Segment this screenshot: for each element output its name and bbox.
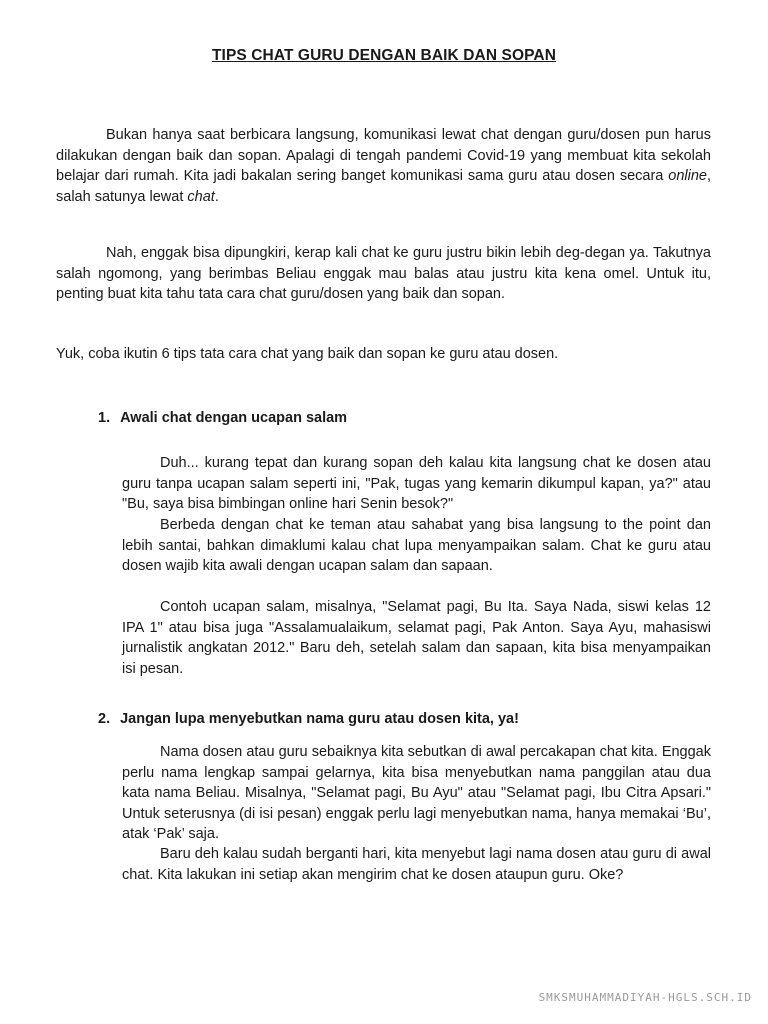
intro-emphasis-online: online: [668, 168, 707, 184]
intro-paragraph-3: Yuk, coba ikutin 6 tips tata cara chat yang baik dan sopan ke guru atau dosen.: [56, 346, 559, 362]
tip-1-paragraph-3-text: Contoh ucapan salam, misalnya, "Selamat pagi, Bu Ita. Saya Nada, siswi kelas 12 IPA 1" atau bisa juga "Assalamualaikum, selamat pagi, Pak Anton. Saya Ayu, mahasiswi jurnalistik angkatan 2012." Baru deh, setelah salam dan sapaan, kita bisa menyampaikan isi pesan.: [122, 599, 711, 677]
tip-1-heading: [98, 410, 347, 426]
intro-text-b: , salah satunya lewat: [56, 168, 711, 205]
tip-1-paragraph-3: [122, 597, 711, 679]
intro-emphasis-chat: chat: [187, 188, 215, 205]
intro-paragraph-2: Nah, enggak bisa dipungkiri, kerap kali chat ke guru justru bikin lebih deg-degan ya. Takutnya salah ngomong, yang berimbas Beliau enggak mau balas atau justru kita kena omel. Untuk itu, penting buat kita tahu tata cara chat guru/dosen yang baik dan sopan.: [56, 245, 711, 302]
document-title: TIPS CHAT GURU DENGAN BAIK DAN SOPAN: [211, 47, 557, 64]
tip-1-paragraph-1-text: Duh... kurang tepat dan kurang sopan deh kalau kita langsung chat ke dosen atau guru tanpa ucapan salam seperti ini, "Pak, tugas yang kemarin dikumpul kapan, ya?" atau "Bu, saya bisa bimbingan online hari Senin besok?": [122, 455, 711, 512]
tip-2-number: 2.: [98, 711, 111, 727]
tip-2-title: Jangan lupa menyebutkan nama guru atau dosen kita, ya!: [120, 711, 519, 727]
tip-2-paragraph-2-text: Baru deh kalau sudah berganti hari, kita menyebut lagi nama dosen atau guru di awal chat. Kita lakukan ini setiap akan mengirim chat ke dosen ataupun guru. Oke?: [122, 846, 711, 883]
tip-1-number: 1.: [98, 410, 111, 426]
tip-1-paragraph-2-text: Berbeda dengan chat ke teman atau sahabat yang bisa langsung to the point dan lebih santai, bahkan dimaklumi kalau chat lupa menyampaikan salam. Chat ke guru atau dosen wajib kita awali dengan ucapan salam dan sapaan.: [122, 517, 711, 574]
tip-2-paragraph-1-text: Nama dosen atau guru sebaiknya kita sebutkan di awal percakapan chat kita. Enggak perlu nama lengkap sampai gelarnya, kita bisa menyebutkan nama panggilan atau dua kata nama Beliau. Misalnya, "Selamat pagi, Bu Ayu" atau "Selamat pagi, Ibu Citra Apsari." Untuk seterusnya (di isi pesan) enggak perlu lagi menyebutkan nama, hanya memakai ‘Bu’, atak ‘Pak’ saja.: [122, 744, 711, 842]
tip-1-title: Awali chat dengan ucapan salam: [120, 410, 348, 426]
tip-1-paragraph-2: [122, 515, 711, 577]
intro-text-c: .: [214, 188, 219, 205]
tip-1-paragraph-1: [122, 453, 711, 515]
intro-text-a: Bukan hanya saat berbicara langsung, komunikasi lewat chat dengan guru/dosen pun harus dilakukan dengan baik dan sopan. Apalagi di tengah pandemi Covid-19 yang membuat kita sekolah belajar dari rumah. Kita jadi bakalan sering banget komunikasi sama guru atau dosen secara: [56, 127, 711, 184]
tip-2-heading: [98, 711, 519, 727]
site-watermark: SMKSMUHAMMADIYAH-HGLS.SCH.ID: [538, 991, 752, 1004]
intro-paragraph-1: [56, 125, 711, 207]
tip-2-paragraph-2: [122, 844, 711, 885]
tip-2-paragraph-1: [122, 742, 711, 845]
